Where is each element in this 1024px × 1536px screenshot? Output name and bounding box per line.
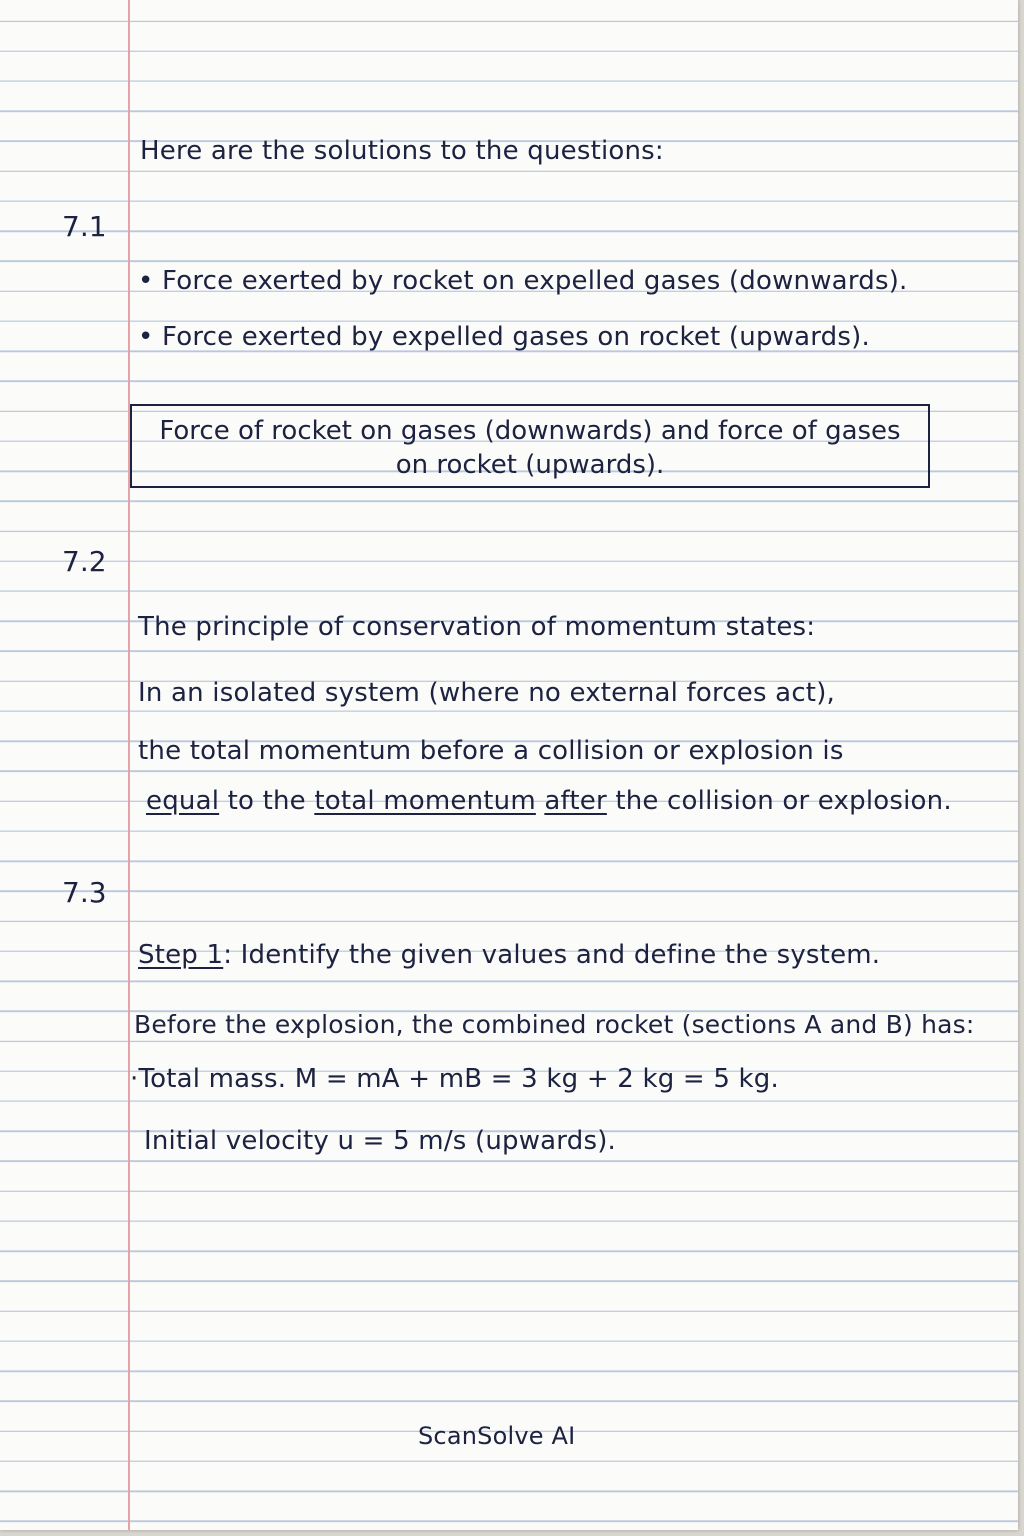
footer-brand: ScanSolve AI <box>418 1422 576 1450</box>
step-text: : Identify the given values and define the system. <box>223 940 881 970</box>
principle-line-3 <box>146 786 952 816</box>
question-number-7-2: 7.2 <box>62 545 107 578</box>
principle-line-1: In an isolated system (where no external forces act), <box>138 678 836 708</box>
answer-box-7-1 <box>130 404 930 488</box>
principle-line-2: the total momentum before a collision or explosion is <box>138 736 844 766</box>
rest-text: the collision or explosion. <box>606 786 952 816</box>
intro-text: Here are the solutions to the questions: <box>140 136 664 166</box>
underlined-after: after <box>544 786 607 816</box>
margin-line <box>128 0 130 1530</box>
step-1-line <box>138 940 880 970</box>
initial-velocity-line: Initial velocity u = 5 m/s (upwards). <box>144 1126 616 1156</box>
answer-line-2: on rocket (upwards). <box>395 450 665 480</box>
answer-line-1: Force of rocket on gases (downwards) and force of gases <box>159 416 901 446</box>
principle-heading: The principle of conservation of momentum states: <box>138 612 816 642</box>
to-the-text: to the <box>219 786 315 816</box>
bullet-1: • Force exerted by rocket on expelled gases (downwards). <box>138 266 908 296</box>
total-mass-line: ·Total mass. M = mA + mB = 3 kg + 2 kg = 5 kg. <box>130 1064 779 1094</box>
underlined-equal: equal <box>146 786 220 816</box>
question-number-7-3: 7.3 <box>62 876 107 909</box>
question-number-7-1: 7.1 <box>62 210 107 243</box>
underlined-total-momentum: total momentum <box>314 786 536 816</box>
bullet-2: • Force exerted by expelled gases on rocket (upwards). <box>138 322 870 352</box>
before-explosion-line: Before the explosion, the combined rocket (sections A and B) has: <box>134 1010 975 1039</box>
step-label: Step 1 <box>138 940 224 970</box>
